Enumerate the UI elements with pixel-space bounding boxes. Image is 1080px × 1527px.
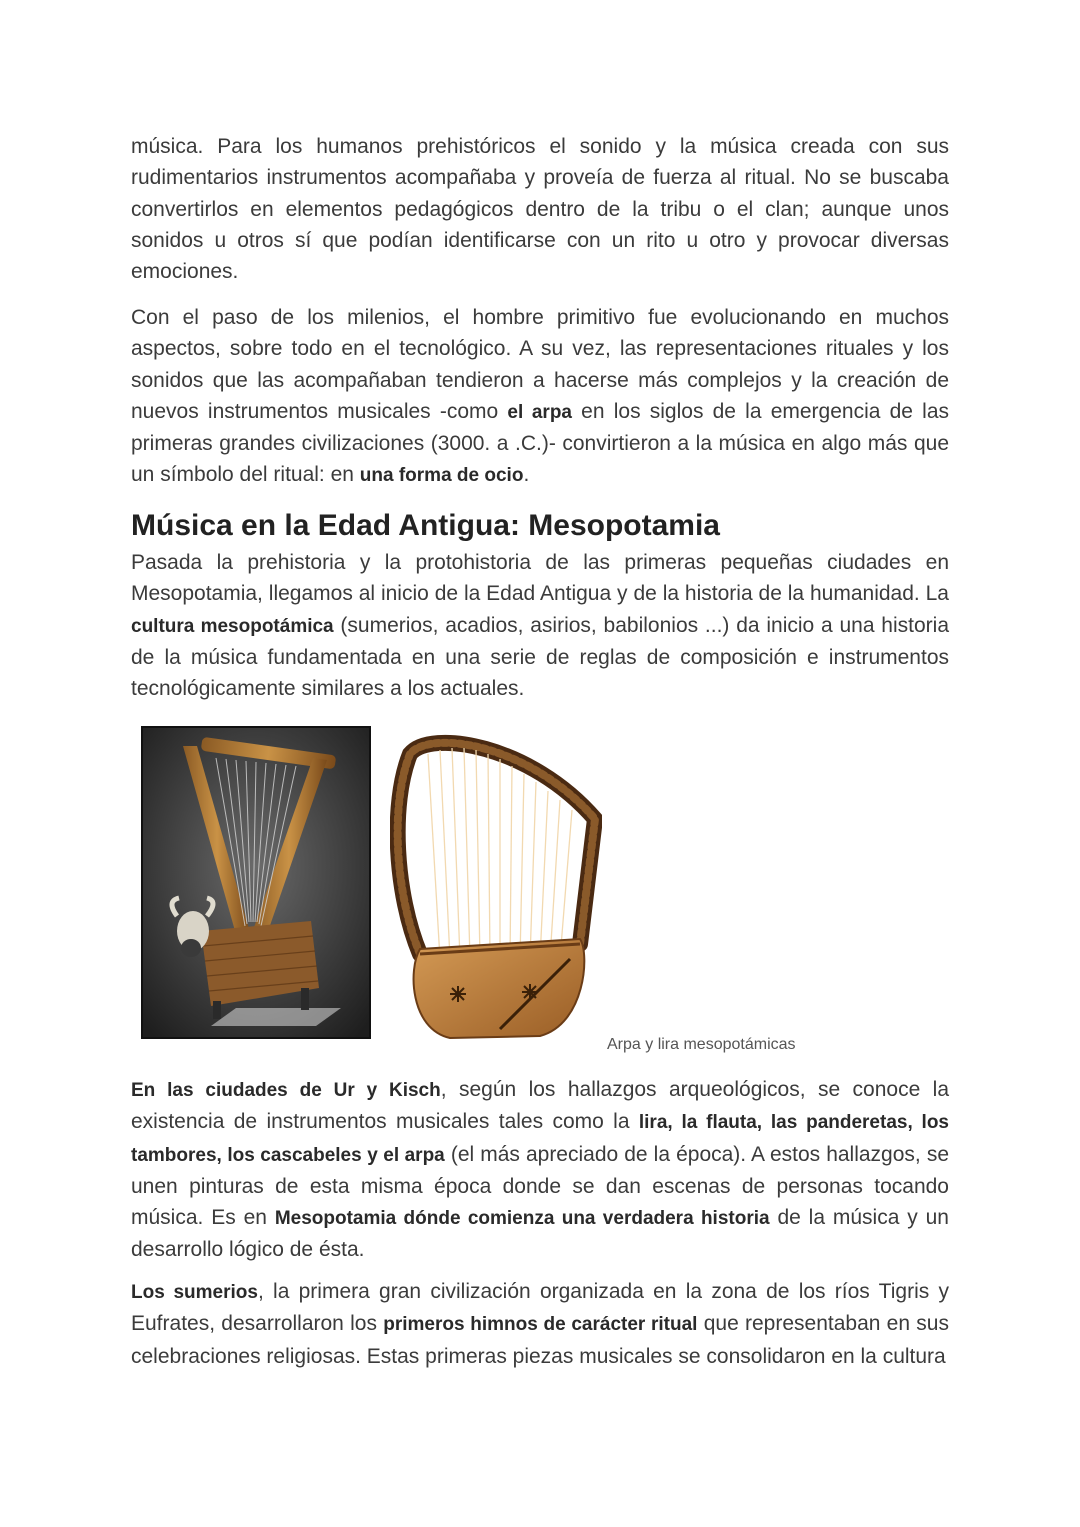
bold-text: Los sumerios [131,1282,258,1303]
text-run: . [523,463,530,487]
text-run: , según los hallazgos arqueológicos, se conoce la existencia de instrumentos musicales tales como la [131,1078,949,1134]
bold-text: primeros himnos de carácter ritual [383,1314,698,1336]
paragraph-3 [131,547,949,704]
bold-text: el arpa [507,401,572,423]
text-run: Pasada la prehistoria y la protohistoria de las primeras pequeñas ciudades en Mesopotamia, llegamos al inicio de la Edad Antigua y de la historia de la humanidad. La [131,551,949,606]
text-run: (el más apreciado de la época). A estos hallazgos, se unen pinturas de esta misma época donde se dan escenas de personas tocando música. Es en [131,1142,949,1230]
paragraph-ur-kisch [131,1074,949,1266]
paragraph-4 [131,1074,949,1266]
figure-caption: Arpa y lira mesopotámicas [607,1036,796,1053]
paragraph-1 [131,131,949,287]
bold-text: lira, la flauta, las panderetas, los tambores, los cascabeles y el arpa [131,1112,949,1166]
bold-text: En las ciudades de Ur y Kisch [131,1080,441,1101]
paragraph-evolution [131,302,949,492]
text-run: (sumerios, acadios, asirios, babilonios ...) da inicio a una historia de la música fundamentada en una serie de reglas de composición e instrumentos tecnológicamente similares a los actuales. [131,613,950,701]
text-run: música. Para los humanos prehistóricos el sonido y la música creada con sus rudimentarios instrumentos acompañaba y proveía de fuerza al ritual. No se buscaba convertirlos en elementos pedagógicos dentro de la tribu o el clan; aunque unos sonidos u otros sí que podían identificarse con un rito u otro y provocar diversas emociones. [131,135,949,284]
paragraph-mesopotamia-intro [131,547,949,704]
paragraph-sumerians [131,1276,949,1372]
section-heading: Música en la Edad Antigua: Mesopotamia [131,509,720,542]
bold-text: una forma de ocio [359,465,524,487]
paragraph-prehistoric-music [131,131,949,287]
text-run: Con el paso de los milenios, el hombre primitivo fue evolucionando en muchos aspectos, sobre todo en el tecnológico. A su vez, las representaciones rituales y los sonidos que las acompañaban tendieron a hacerse más complejos y la creación de nuevos instrumentos musicales -como [131,306,949,423]
bold-text: Mesopotamia dónde comienza una verdadera historia [274,1208,770,1230]
text-run: que representaban en sus celebraciones religiosas. Estas primeras piezas musicales se consolidaron en la cultura [131,1312,949,1368]
bold-text: cultura mesopotámica [131,615,334,637]
paragraph-5 [131,1276,949,1372]
paragraph-2 [131,302,949,492]
text-run: en los siglos de la emergencia de las primeras grandes civilizaciones (3000. a .C.)- convirtieron a la música en algo más que un símbolo del ritual: en [131,399,949,487]
mesopotamian-harp-photo [390,724,602,1044]
text-run: , la primera gran civilización organizada en la zona de los ríos Tigris y Eufrates, desarrollaron los [131,1280,949,1336]
section-heading-wrap [131,508,949,544]
bull-headed-lyre-photo [141,726,371,1039]
text-run: de la música y un desarrollo lógico de ésta. [131,1206,949,1262]
